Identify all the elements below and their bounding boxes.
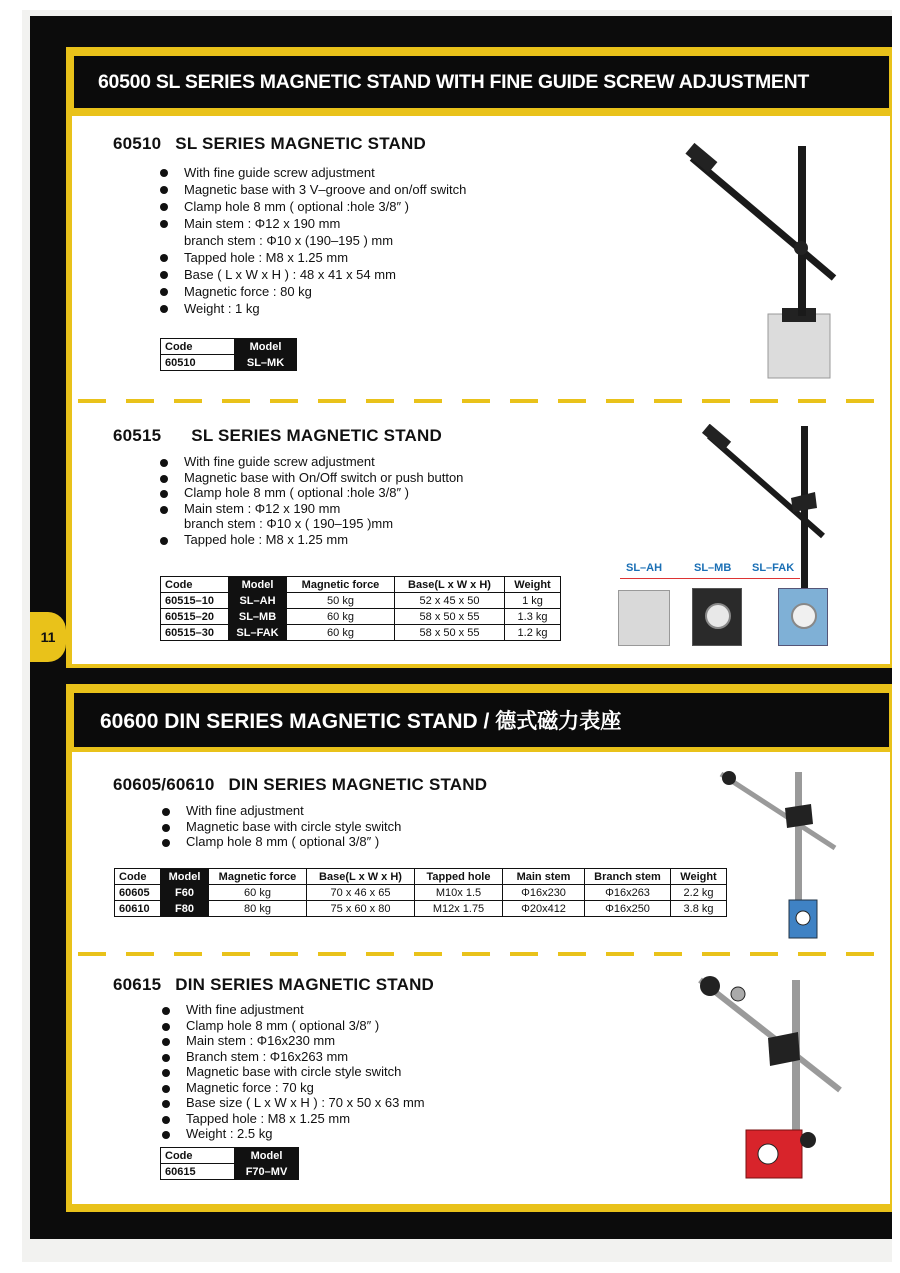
- table-cell: 80 kg: [209, 901, 307, 917]
- table-cell: M12x 1.75: [415, 901, 503, 917]
- spec-table-60510: [160, 338, 297, 371]
- page-number: 11: [40, 629, 56, 645]
- base-label-sl-mb: SL–MB: [694, 562, 732, 574]
- feature-item: Main stem : Φ12 x 190 mm: [160, 501, 463, 517]
- product-60615-title: [113, 975, 434, 995]
- table-cell: 3.8 kg: [671, 901, 727, 917]
- table-cell: SL–AH: [229, 593, 287, 609]
- product-code: 60615: [113, 975, 162, 994]
- feature-item: Tapped hole : M8 x 1.25 mm: [160, 249, 466, 266]
- feature-item: With fine guide screw adjustment: [160, 164, 466, 181]
- feature-item: Branch stem : Φ16x263 mm: [162, 1049, 425, 1065]
- feature-item: branch stem : Φ10 x (190–195 ) mm: [184, 233, 394, 248]
- table-header-row: [115, 869, 727, 885]
- table-cell: 58 x 50 x 55: [395, 609, 505, 625]
- base-label-underline: [620, 578, 800, 579]
- spec-table-60515: [160, 576, 561, 641]
- feature-item: Magnetic base with circle style switch: [162, 1064, 425, 1080]
- feature-item: Magnetic base with circle style switch: [162, 819, 401, 835]
- din-magnetic-stand-image: [715, 768, 845, 943]
- feature-list: [162, 1002, 425, 1142]
- table-header-cell: Model: [235, 1148, 299, 1164]
- table-header-row: [161, 1148, 299, 1164]
- table-cell: SL–MB: [229, 609, 287, 625]
- table-cell: 58 x 50 x 55: [395, 625, 505, 641]
- product-name: SL SERIES MAGNETIC STAND: [191, 426, 442, 445]
- table-header-cell: Model: [235, 339, 297, 355]
- section-60500-banner-text: 60500 SL SERIES MAGNETIC STAND WITH FINE GUIDE SCREW ADJUSTMENT: [98, 70, 809, 93]
- feature-item: With fine adjustment: [162, 803, 401, 819]
- spec-table-60615: [160, 1147, 299, 1180]
- table-cell: 52 x 45 x 50: [395, 593, 505, 609]
- base-label-sl-ah: SL–AH: [626, 562, 663, 574]
- section-divider: [78, 952, 878, 956]
- table-cell: Φ16x263: [585, 885, 671, 901]
- feature-item: With fine adjustment: [162, 1002, 425, 1018]
- table-cell: 50 kg: [287, 593, 395, 609]
- product-code: 60510: [113, 134, 162, 153]
- table-row: [161, 625, 561, 641]
- table-cell: 60615: [161, 1164, 235, 1180]
- table-row: [161, 1164, 299, 1180]
- feature-item: Magnetic force : 80 kg: [160, 283, 466, 300]
- feature-item: Base size ( L x W x H ) : 70 x 50 x 63 mm: [162, 1095, 425, 1111]
- table-cell: 60515–10: [161, 593, 229, 609]
- table-row: [161, 355, 297, 371]
- feature-item: Tapped hole : M8 x 1.25 mm: [160, 532, 463, 548]
- din-magnetic-stand-image: [690, 970, 850, 1182]
- table-row: [115, 901, 727, 917]
- table-header-cell: Base(L x W x H): [395, 577, 505, 593]
- table-cell: 60510: [161, 355, 235, 371]
- table-cell: Φ16x250: [585, 901, 671, 917]
- feature-item: With fine guide screw adjustment: [160, 454, 463, 470]
- table-cell: SL–MK: [235, 355, 297, 371]
- feature-item: Clamp hole 8 mm ( optional :hole 3/8″ ): [160, 485, 463, 501]
- feature-list: [160, 454, 463, 547]
- table-cell: 75 x 60 x 80: [307, 901, 415, 917]
- feature-item: branch stem : Φ10 x ( 190–195 )mm: [184, 516, 394, 531]
- table-cell: F60: [161, 885, 209, 901]
- table-cell: F80: [161, 901, 209, 917]
- table-row: [161, 593, 561, 609]
- table-cell: F70–MV: [235, 1164, 299, 1180]
- table-cell: 1.2 kg: [505, 625, 561, 641]
- table-cell: 1.3 kg: [505, 609, 561, 625]
- product-60605-title: [113, 775, 487, 795]
- switch-knob-icon: [791, 603, 817, 629]
- table-header-cell: Model: [161, 869, 209, 885]
- feature-item: Main stem : Φ16x230 mm: [162, 1033, 425, 1049]
- section-60500-banner: [74, 56, 889, 108]
- table-header-cell: Main stem: [503, 869, 585, 885]
- feature-item: Magnetic base with On/Off switch or push button: [160, 470, 463, 486]
- table-header-cell: Magnetic force: [209, 869, 307, 885]
- product-code: 60605/60610: [113, 775, 215, 794]
- feature-list: [162, 803, 401, 850]
- table-header-cell: Weight: [671, 869, 727, 885]
- feature-item: Base ( L x W x H ) : 48 x 41 x 54 mm: [160, 266, 466, 283]
- section-60600-banner: [74, 693, 889, 747]
- product-name: DIN SERIES MAGNETIC STAND: [175, 975, 435, 994]
- magnetic-stand-image: [680, 138, 850, 388]
- table-cell: Φ16x230: [503, 885, 585, 901]
- table-header-cell: Tapped hole: [415, 869, 503, 885]
- table-header-cell: Code: [161, 577, 229, 593]
- product-code: 60515: [113, 426, 162, 445]
- table-header-row: [161, 577, 561, 593]
- product-60510-title: [113, 134, 426, 154]
- table-cell: 60605: [115, 885, 161, 901]
- product-name: SL SERIES MAGNETIC STAND: [175, 134, 426, 153]
- switch-knob-icon: [705, 603, 731, 629]
- table-cell: 60515–30: [161, 625, 229, 641]
- table-header-cell: Branch stem: [585, 869, 671, 885]
- table-cell: 60 kg: [209, 885, 307, 901]
- table-cell: M10x 1.5: [415, 885, 503, 901]
- feature-item: Main stem : Φ12 x 190 mm: [160, 215, 466, 232]
- table-row: [161, 609, 561, 625]
- table-cell: Φ20x412: [503, 901, 585, 917]
- feature-item: Weight : 2.5 kg: [162, 1126, 425, 1142]
- table-cell: SL–FAK: [229, 625, 287, 641]
- feature-item: Magnetic force : 70 kg: [162, 1080, 425, 1096]
- section-60600-banner-text: 60600 DIN SERIES MAGNETIC STAND / 德式磁力表座: [100, 710, 622, 733]
- feature-item: Tapped hole : M8 x 1.25 mm: [162, 1111, 425, 1127]
- feature-item: Magnetic base with 3 V–groove and on/off switch: [160, 181, 466, 198]
- table-cell: 2.2 kg: [671, 885, 727, 901]
- section-divider: [78, 399, 878, 403]
- table-header-cell: Code: [115, 869, 161, 885]
- table-header-cell: Base(L x W x H): [307, 869, 415, 885]
- sl-mb-base-image: [692, 588, 742, 646]
- feature-item: Clamp hole 8 mm ( optional 3/8″ ): [162, 834, 401, 850]
- product-name: DIN SERIES MAGNETIC STAND: [228, 775, 488, 794]
- table-cell: 60 kg: [287, 625, 395, 641]
- spec-table-60605: [114, 868, 727, 917]
- table-cell: 60515–20: [161, 609, 229, 625]
- table-header-row: [161, 339, 297, 355]
- table-row: [115, 885, 727, 901]
- feature-item: Clamp hole 8 mm ( optional 3/8″ ): [162, 1018, 425, 1034]
- table-header-cell: Model: [229, 577, 287, 593]
- feature-item: Clamp hole 8 mm ( optional :hole 3/8″ ): [160, 198, 466, 215]
- table-header-cell: Magnetic force: [287, 577, 395, 593]
- table-header-cell: Weight: [505, 577, 561, 593]
- table-cell: 60 kg: [287, 609, 395, 625]
- sl-fak-base-image: [778, 588, 828, 646]
- table-cell: 1 kg: [505, 593, 561, 609]
- page-number-tab: [30, 612, 66, 662]
- table-cell: 70 x 46 x 65: [307, 885, 415, 901]
- table-header-cell: Code: [161, 339, 235, 355]
- feature-list: [160, 164, 466, 317]
- sl-ah-base-image: [618, 590, 670, 646]
- feature-item: Weight : 1 kg: [160, 300, 466, 317]
- table-header-cell: Code: [161, 1148, 235, 1164]
- base-label-sl-fak: SL–FAK: [752, 562, 795, 574]
- table-cell: 60610: [115, 901, 161, 917]
- product-60515-title: [113, 426, 442, 446]
